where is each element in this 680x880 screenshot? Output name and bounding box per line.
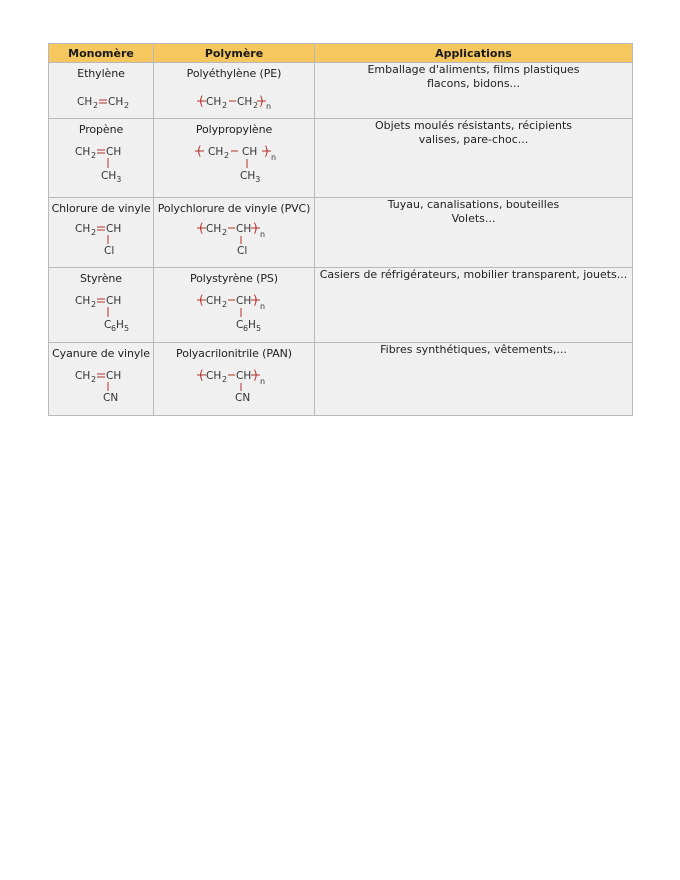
svg-text:(: (	[199, 368, 204, 382]
svg-text:2: 2	[124, 101, 130, 110]
svg-text:CH: CH	[106, 146, 122, 158]
svg-text:C: C	[236, 319, 244, 331]
svg-text:): )	[264, 144, 269, 158]
svg-text:CH: CH	[106, 295, 122, 307]
monomer-formula	[71, 83, 131, 111]
svg-text:H: H	[248, 319, 256, 331]
polymer-formula	[189, 139, 279, 183]
svg-text:CH: CH	[206, 295, 222, 307]
monomer-name: Cyanure de vinyle	[52, 347, 150, 360]
svg-text:2: 2	[91, 375, 97, 384]
substituent-label: $CH_3$	[101, 170, 122, 183]
polymer-name: Polypropylène	[195, 123, 273, 136]
monomer-formula	[71, 139, 131, 183]
svg-text:C: C	[104, 319, 112, 331]
polymer-name: Polystyrène (PS)	[190, 272, 278, 285]
application-line: flacons, bidons...	[426, 77, 521, 90]
svg-text:n: n	[271, 153, 277, 162]
header-row	[49, 44, 633, 63]
application-line: Fibres synthétiques, vêtements,...	[380, 343, 567, 356]
monomer-cell	[49, 63, 154, 119]
polymer-formula	[189, 218, 279, 258]
svg-text:5: 5	[256, 324, 262, 332]
monomer-name: Chlorure de vinyle	[51, 202, 151, 215]
application-line: Objets moulés résistants, récipients	[374, 119, 573, 132]
svg-text:2: 2	[91, 228, 97, 237]
header-monomer: Monomère	[49, 44, 154, 63]
svg-text:6: 6	[243, 324, 249, 332]
application-line: Emballage d'aliments, films plastiques	[367, 63, 580, 76]
svg-text:CH: CH	[77, 96, 93, 108]
polymer-name: Polychlorure de vinyle (PVC)	[157, 202, 311, 215]
monomer-cell	[49, 119, 154, 198]
svg-text:CH: CH	[242, 146, 258, 158]
svg-text:CH: CH	[108, 96, 124, 108]
svg-text:(: (	[197, 144, 202, 158]
svg-text:2: 2	[224, 151, 230, 160]
svg-text:n: n	[260, 230, 266, 239]
polymer-cell	[154, 63, 315, 119]
polymer-formula	[189, 288, 279, 332]
svg-text:CH: CH	[75, 370, 91, 382]
application-line: Casiers de réfrigérateurs, mobilier transparent, jouets...	[319, 268, 628, 281]
applications-cell	[315, 198, 633, 268]
table-row	[49, 268, 633, 343]
substituent-label: Cl	[104, 245, 115, 257]
polymer-cell	[154, 119, 315, 198]
monomer-cell	[49, 198, 154, 268]
svg-text:CH: CH	[236, 223, 252, 235]
svg-text:6: 6	[111, 324, 117, 332]
monomer-cell	[49, 268, 154, 343]
monomer-name: Ethylène	[77, 67, 125, 80]
application-line: valises, pare-choc...	[418, 133, 529, 146]
polymer-cell	[154, 198, 315, 268]
svg-text:5: 5	[124, 324, 130, 332]
svg-text:): )	[253, 368, 258, 382]
monomer-name: Propène	[78, 123, 124, 136]
svg-text:2: 2	[253, 101, 259, 110]
monomer-formula	[71, 218, 131, 258]
svg-text:CH: CH	[75, 146, 91, 158]
svg-text:CH: CH	[75, 223, 91, 235]
svg-text:(: (	[199, 293, 204, 307]
substituent-label: CN	[103, 392, 119, 404]
applications-cell	[315, 343, 633, 416]
table-row	[49, 119, 633, 198]
svg-text:2: 2	[91, 151, 97, 160]
svg-text:n: n	[266, 102, 272, 111]
application-line: Tuyau, canalisations, bouteilles	[387, 198, 560, 211]
polymer-name: Polyéthylène (PE)	[186, 67, 282, 80]
header-polymer: Polymère	[154, 44, 315, 63]
svg-text:CH: CH	[236, 295, 252, 307]
svg-text:2: 2	[222, 228, 228, 237]
polymer-table	[48, 43, 633, 416]
svg-text:CH: CH	[208, 146, 224, 158]
substituent-label: Cl	[237, 245, 248, 257]
svg-text:H: H	[116, 319, 124, 331]
polymer-formula	[189, 363, 279, 405]
monomer-name: Styrène	[80, 272, 122, 285]
svg-text:CH: CH	[206, 370, 222, 382]
monomer-cell	[49, 343, 154, 416]
svg-text:CH: CH	[106, 370, 122, 382]
substituent-label: CN	[235, 392, 251, 404]
svg-text:(: (	[199, 221, 204, 235]
svg-text:): )	[253, 293, 258, 307]
svg-text:CH: CH	[75, 295, 91, 307]
polymer-name: Polyacrilonitrile (PAN)	[176, 347, 292, 360]
svg-text:2: 2	[222, 375, 228, 384]
table-row	[49, 343, 633, 416]
application-line: Volets...	[451, 212, 496, 225]
svg-text:(: (	[199, 94, 204, 108]
polymer-cell	[154, 268, 315, 343]
svg-text:2: 2	[93, 101, 99, 110]
monomer-formula	[71, 363, 131, 405]
svg-text:CH: CH	[206, 223, 222, 235]
polymer-cell	[154, 343, 315, 416]
applications-cell	[315, 268, 633, 343]
table-row	[49, 63, 633, 119]
svg-text:2: 2	[91, 300, 97, 309]
svg-text:2: 2	[222, 101, 228, 110]
substituent-label: $CH_3$	[240, 170, 261, 183]
svg-text:n: n	[260, 377, 266, 386]
svg-text:CH: CH	[206, 96, 222, 108]
monomer-formula	[71, 288, 131, 332]
svg-text:CH: CH	[237, 96, 253, 108]
header-applications: Applications	[315, 44, 633, 63]
polymer-formula	[189, 83, 279, 111]
svg-text:): )	[259, 94, 264, 108]
applications-cell	[315, 119, 633, 198]
applications-cell	[315, 63, 633, 119]
svg-text:CH: CH	[106, 223, 122, 235]
svg-text:n: n	[260, 302, 266, 311]
svg-text:2: 2	[222, 300, 228, 309]
table-row	[49, 198, 633, 268]
svg-text:CH: CH	[236, 370, 252, 382]
svg-text:): )	[253, 221, 258, 235]
